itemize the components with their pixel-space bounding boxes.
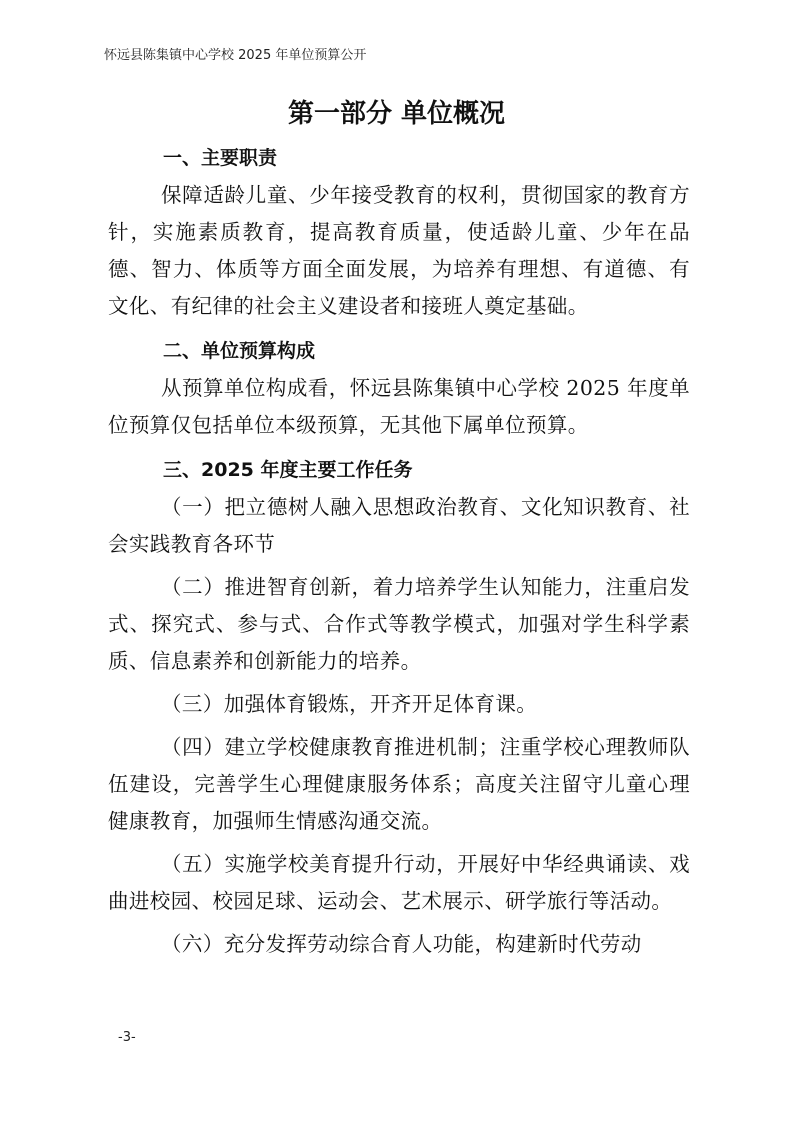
task-item-2: （二）推进智育创新，着力培养学生认知能力，注重启发式、探究式、参与式、合作式等教学模式，加强对学生科学素质、信息素养和创新能力的培养。 xyxy=(108,575,690,673)
task-item-5: （五）实施学校美育提升行动，开展好中华经典诵读、戏曲进校园、校园足球、运动会、艺术展示、研学旅行等活动。 xyxy=(108,852,690,913)
section-heading-main-tasks: 三、2025 年度主要工作任务 xyxy=(163,459,413,481)
section-heading-duties: 一、主要职责 xyxy=(163,147,278,169)
task-item-4: （四）建立学校健康教育推进机制；注重学校心理教师队伍建设，完善学生心理健康服务体系；高度关注留守儿童心理健康教育，加强师生情感沟通交流。 xyxy=(108,735,690,833)
paragraph-budget-composition: 从预算单位构成看，怀远县陈集镇中心学校 2025 年度单位预算仅包括单位本级预算，无其他下属单位预算。 xyxy=(108,376,690,437)
page-number: -3- xyxy=(118,1030,136,1045)
task-item-1: （一）把立德树人融入思想政治教育、文化知识教育、社会实践教育各环节 xyxy=(108,495,690,556)
task-item-3: （三）加强体育锻炼，开齐开足体育课。 xyxy=(161,692,538,716)
document-body xyxy=(108,140,690,963)
page-title: 第一部分 单位概况 xyxy=(287,99,506,129)
paragraph-duties: 保障适龄儿童、少年接受教育的权利，贯彻国家的教育方针，实施素质教育，提高教育质量，使适龄儿童、少年在品德、智力、体质等方面全面发展，为培养有理想、有道德、有文化、有纪律的社会主义建设者和接班人奠定基础。 xyxy=(108,183,690,318)
running-header: 怀远县陈集镇中心学校 2025 年单位预算公开 xyxy=(104,48,367,63)
section-heading-budget-composition: 二、单位预算构成 xyxy=(163,340,316,362)
task-item-6: （六）充分发挥劳动综合育人功能，构建新时代劳动 xyxy=(161,932,642,956)
